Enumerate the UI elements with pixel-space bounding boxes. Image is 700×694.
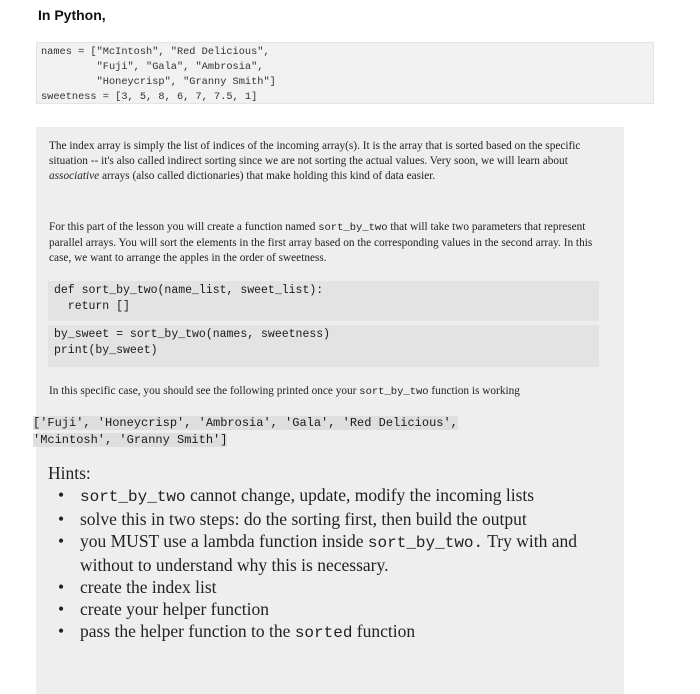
code-line: "Honeycrisp", "Granny Smith"] <box>41 76 276 88</box>
code-line: def sort_by_two(name_list, sweet_list): <box>54 284 324 297</box>
assignment-content <box>33 115 660 686</box>
code-line: "Fuji", "Gala", "Ambrosia", <box>41 61 264 73</box>
hints-title: Hints: <box>48 463 91 483</box>
inline-code: sort_by_two <box>359 386 429 398</box>
code-line: return [] <box>54 300 130 313</box>
code-line: names = ["McIntosh", "Red Delicious", <box>41 46 270 58</box>
hints-panel <box>36 454 624 694</box>
hints-list <box>56 484 616 644</box>
hint-item: • create the index list <box>56 576 616 598</box>
expected-output <box>33 415 553 449</box>
hint-item: • pass the helper function to the sorted function <box>56 620 616 644</box>
hint-item: • you MUST use a lambda function inside sort_by_two. Try with and without to understand why this is necessary. <box>56 530 616 576</box>
associative-emphasis: associative <box>49 170 100 182</box>
code-block-data <box>36 42 654 104</box>
code-line: print(by_sweet) <box>54 344 158 357</box>
code-line: sweetness = [3, 5, 8, 6, 7, 7.5, 1] <box>41 91 258 103</box>
inline-code: sort_by_two <box>318 222 388 234</box>
code-line: by_sweet = sort_by_two(names, sweetness) <box>54 328 331 341</box>
output-line: 'Mcintosh', 'Granny Smith'] <box>33 433 228 447</box>
output-line: ['Fuji', 'Honeycrisp', 'Ambrosia', 'Gala', 'Red Delicious', <box>33 416 458 430</box>
task-paragraph: For this part of the lesson you will create a function named sort_by_two that will take two parameters that represent parallel arrays. You will sort the elements in the first array based on the corresponding values in the second array. In this case, we want to arrange the apples in the order of sweetness. <box>49 221 593 264</box>
hint-item: • create your helper function <box>56 598 616 620</box>
code-block-def <box>48 281 599 321</box>
instructions-panel <box>33 127 624 509</box>
expected-output-paragraph: In this specific case, you should see the following printed once your sort_by_two function is working <box>49 385 520 398</box>
page-heading: In Python, <box>38 7 106 23</box>
hint-item: • solve this in two steps: do the sorting first, then build the output <box>56 508 616 530</box>
hint-item: • sort_by_two cannot change, update, modify the incoming lists <box>56 484 616 508</box>
index-array-paragraph: The index array is simply the list of indices of the incoming array(s). It is the array that is sorted based on the specific situation -- it's also called indirect sorting since we are not sorting the actual values. Very soon, we will learn about associative arrays (also called dictionaries) that make holding this kind of data easier. <box>49 140 581 182</box>
code-block-call <box>48 325 599 367</box>
